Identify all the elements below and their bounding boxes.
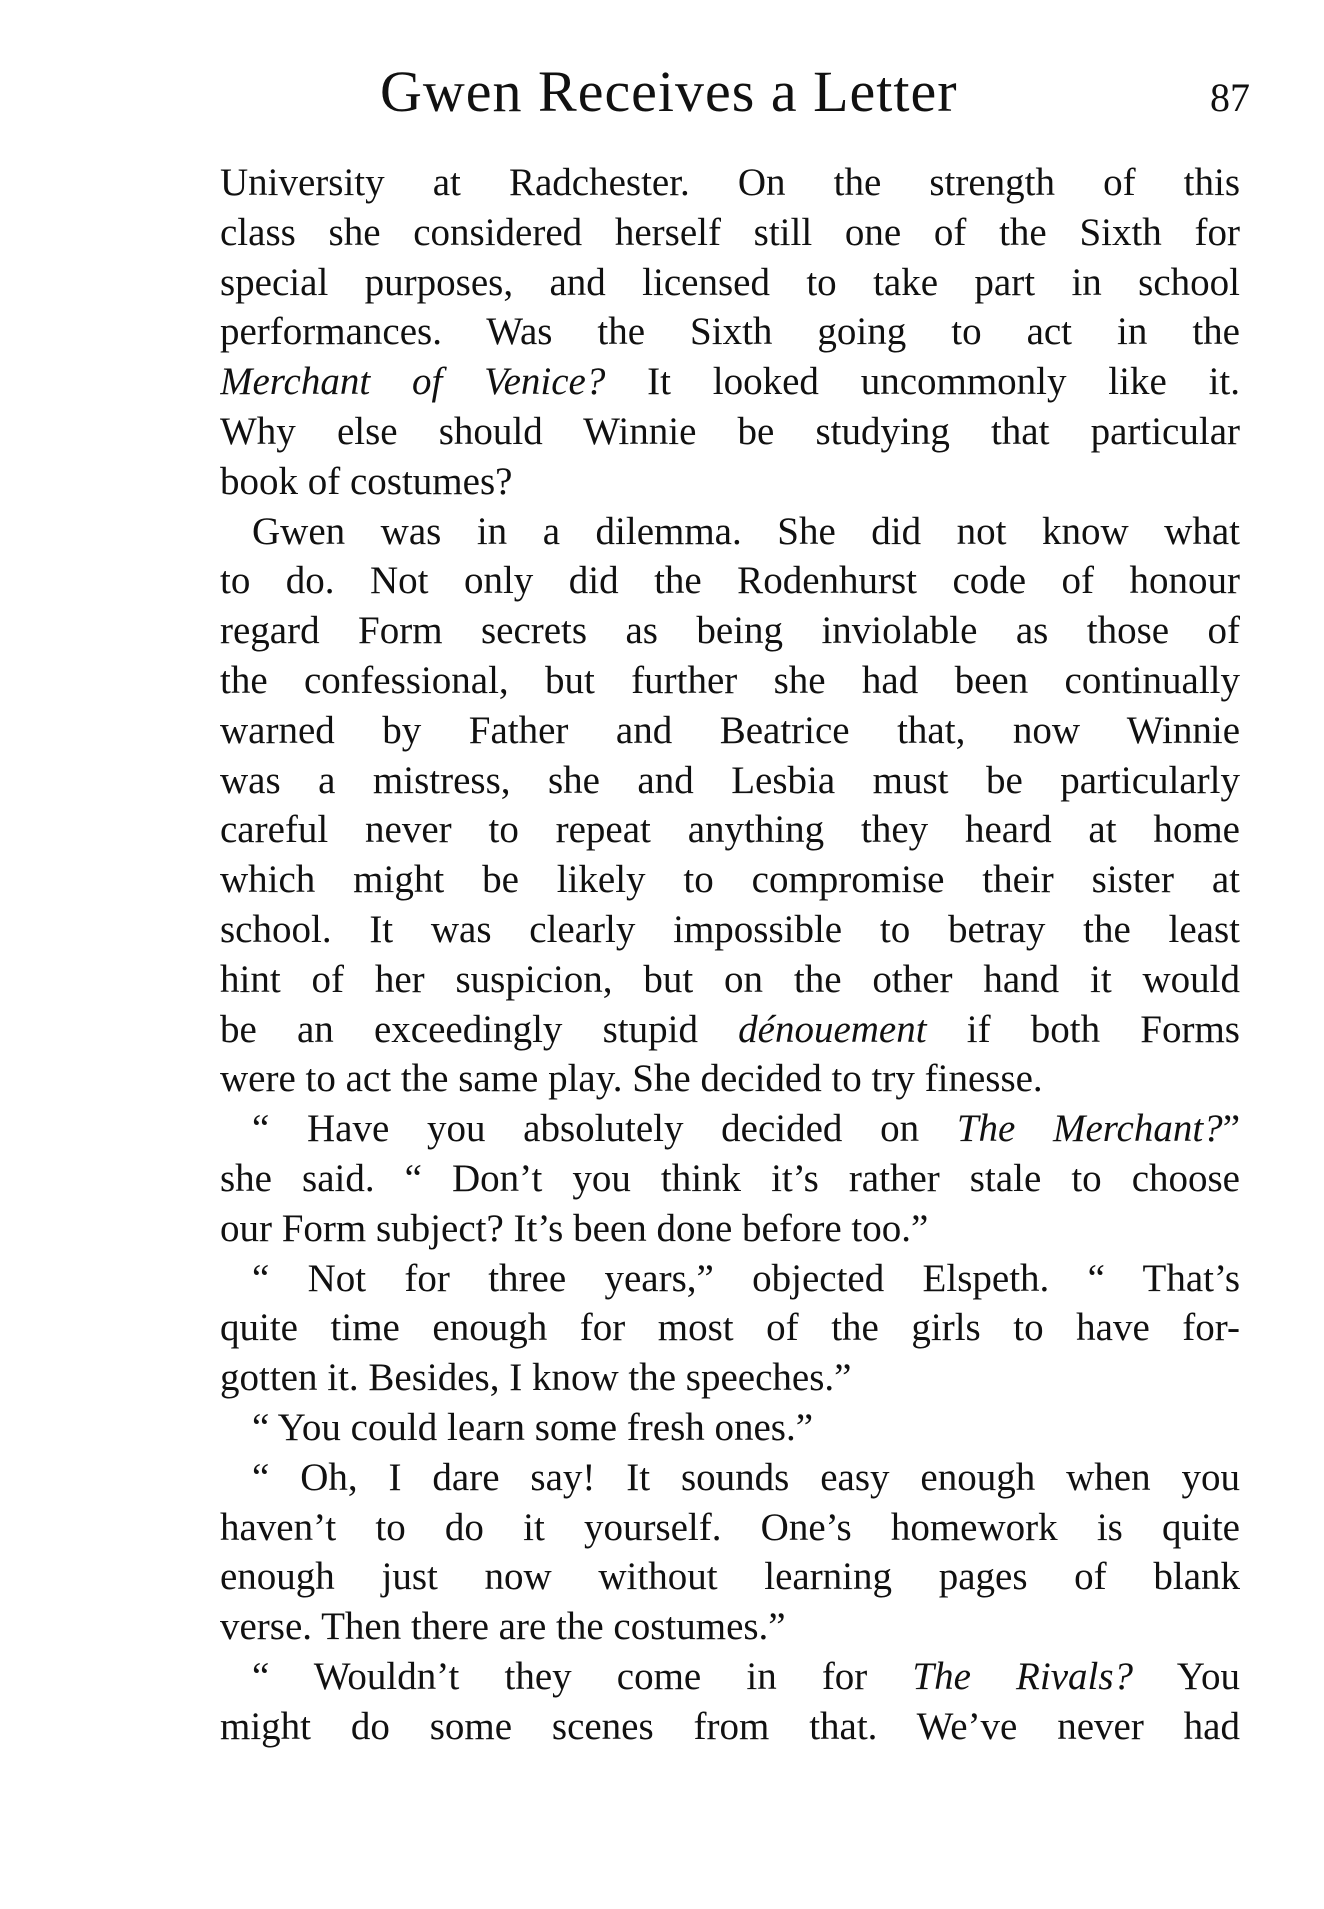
text-line: Merchant of Venice? It looked uncommonly like it. — [220, 360, 1240, 404]
text-line: hint of her suspicion, but on the other hand it would — [220, 957, 1240, 1001]
text-line: was a mistress, she and Lesbia must be particularly — [220, 758, 1240, 802]
text-line: enough just now without learning pages of blank — [220, 1555, 1240, 1599]
text-line: warned by Father and Beatrice that, now Winnie — [220, 708, 1240, 752]
text-line: school. It was clearly impossible to betray the least — [220, 907, 1240, 951]
page-number: 87 — [1210, 75, 1250, 120]
text-line: haven’t to do it yourself. One’s homework is quite — [220, 1505, 1240, 1549]
text-line: quite time enough for most of the girls to have for- — [220, 1306, 1240, 1350]
text-line: gotten it. Besides, I know the speeches.” — [220, 1356, 852, 1400]
text-line: the confessional, but further she had been continually — [220, 658, 1240, 702]
text-line: class she considered herself still one of the Sixth for — [220, 210, 1240, 254]
text-line: “ You could learn some fresh ones.” — [252, 1405, 814, 1449]
text-line: special purposes, and licensed to take part in school — [220, 260, 1240, 304]
text-line: she said. “ Don’t you think it’s rather stale to choose — [220, 1156, 1240, 1200]
page-header — [380, 52, 1250, 132]
running-title: Gwen Receives a Letter — [380, 59, 958, 124]
text-line: might do some scenes from that. We’ve never had — [220, 1704, 1240, 1748]
text-line: “ Have you absolutely decided on The Merchant?” — [252, 1107, 1240, 1151]
text-line: be an exceedingly stupid dénouement if both Forms — [220, 1007, 1240, 1051]
text-line: Gwen was in a dilemma. She did not know what — [252, 509, 1240, 553]
text-line: to do. Not only did the Rodenhurst code of honour — [220, 559, 1240, 603]
text-line: University at Radchester. On the strength of this — [220, 161, 1240, 204]
text-line: verse. Then there are the costumes.” — [220, 1605, 786, 1649]
text-line: performances. Was the Sixth going to act in the — [220, 310, 1240, 354]
text-line: our Form subject? It’s been done before too.” — [220, 1206, 929, 1250]
body-text — [220, 158, 1240, 1752]
text-line: Why else should Winnie be studying that particular — [220, 409, 1240, 453]
text-line: were to act the same play. She decided to try finesse. — [220, 1057, 1043, 1101]
text-line: which might be likely to compromise their sister at — [220, 858, 1240, 902]
text-line: regard Form secrets as being inviolable as those of — [220, 609, 1240, 653]
text-line: “ Wouldn’t they come in for The Rivals? You — [252, 1654, 1240, 1698]
text-line: careful never to repeat anything they heard at home — [220, 808, 1240, 852]
text-line: “ Not for three years,” objected Elspeth. “ That’s — [252, 1256, 1240, 1300]
text-line: book of costumes? — [220, 459, 513, 503]
text-line: “ Oh, I dare say! It sounds easy enough when you — [252, 1455, 1240, 1499]
